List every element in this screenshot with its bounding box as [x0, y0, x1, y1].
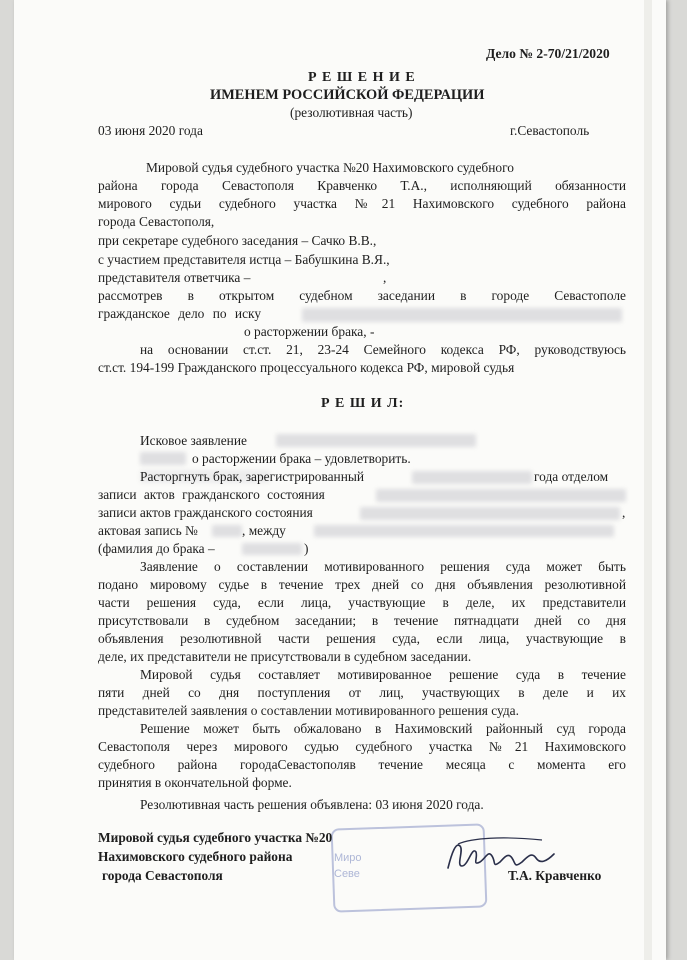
page-edge: [644, 0, 652, 960]
document-subtitle: ИМЕНЕМ РОССИЙСКОЙ ФЕДЕРАЦИИ: [210, 87, 485, 103]
redacted-parties: [314, 525, 614, 537]
resolution-dissolve: Расторгнуть брак, зарегистрированный: [140, 469, 365, 484]
resolution-maiden: (фамилия до брака –: [98, 541, 215, 556]
intro-line-1: Мировой судья судебного участка №20 Нахимовского судебного: [146, 160, 514, 175]
intro-line-3: мирового судьи судебного участка №21 Нахимовского судебного района: [98, 196, 626, 211]
para-2-line-2: пяти дней со дня поступления от лиц, участвующих в деле и их: [98, 685, 626, 700]
intro-divorce: о расторжении брака, -: [244, 324, 375, 339]
document-part: (резолютивная часть): [290, 105, 413, 120]
intro-plaintiff-rep: с участием представителя истца – Бабушкина В.Я.,: [98, 252, 390, 267]
document-page: [14, 0, 666, 960]
para-3-line-2: Севастополя через мирового судью судебного участка №21 Нахимовского: [98, 739, 626, 754]
redacted-registry-2: [360, 507, 620, 520]
para-1-line-6: деле, их представители не присутствовали в судебном заседании.: [98, 649, 472, 664]
resolution-record: актовая запись №: [98, 523, 198, 538]
decision-date: 03 июня 2020 года: [98, 123, 203, 138]
handwritten-signature: [442, 832, 562, 878]
document-title: Р Е Ш Е Н И Е: [308, 70, 416, 85]
redacted-date: [412, 471, 532, 484]
redacted-registry-1: [376, 489, 626, 502]
redacted-record-number: [212, 525, 242, 537]
judge-name: Т.А. Кравченко: [508, 868, 602, 883]
para-2-line-3: представителей заявления о составлении мотивированного решения суда.: [98, 703, 519, 718]
intro-line-2: района города Севастополя Кравченко Т.А., исполняющий обязанности: [98, 178, 626, 193]
signature-title-1: Мировой судья судебного участка №20: [98, 830, 333, 845]
intro-considered: рассмотрев в открытом судебном заседании в городе Севастополе: [98, 288, 626, 303]
para-2-line-1: Мировой судья составляет мотивированное решение суда в течение: [140, 667, 626, 682]
para-1-line-4: присутствовали в судебном заседании; в течение пятнадцати дней со дня: [98, 613, 626, 628]
para-3-line-1: Решение может быть обжаловано в Нахимовский районный суд города: [140, 721, 626, 736]
para-3-line-4: принятия в окончательной форме.: [98, 775, 292, 790]
intro-comma: ,: [383, 270, 387, 285]
redacted-respondent: [140, 452, 186, 465]
resolution-registry-2: записи актов гражданского состояния: [98, 505, 313, 520]
signature-title-3: города Севастополя: [102, 868, 223, 883]
announcement: Резолютивная часть решения объявлена: 03 июня 2020 года.: [140, 797, 484, 812]
para-1-line-3: части решения суда, если лица, участвующие в деле, их представители: [98, 595, 626, 610]
intro-secretary: при секретаре судебного заседания – Сачко В.В.,: [98, 233, 377, 248]
intro-defendant-rep: представителя ответчика –: [98, 270, 251, 285]
redacted-claimant: [276, 434, 476, 447]
para-1-line-2: подано мировому судье в течение трех дней со дня объявления резолютивной: [98, 577, 626, 592]
redacted-plaintiff: [302, 308, 622, 322]
stamp-text-2: Севе: [334, 868, 360, 880]
resolution-paren: ): [304, 541, 309, 556]
signature-title-2: Нахимовского судебного района: [98, 849, 293, 864]
resolution-claim: Исковое заявление: [140, 433, 247, 448]
decided-heading: Р Е Ш И Л:: [321, 396, 405, 411]
intro-basis-2: ст.ст. 194-199 Гражданского процессуального кодекса РФ, мировой судья: [98, 360, 515, 375]
intro-line-4: города Севастополя,: [98, 214, 215, 229]
case-number: Дело № 2-70/21/2020: [486, 46, 610, 61]
redacted-maiden-name: [242, 543, 302, 555]
para-1-line-5: объявления резолютивной части решения суда, если лица, участвующие в: [98, 631, 626, 646]
intro-case: гражданское дело по иску: [98, 306, 262, 321]
para-3-line-3: судебного района городаСевастополяв течение месяца с момента его: [98, 757, 626, 772]
para-1-line-1: Заявление о составлении мотивированного решения суда может быть: [140, 559, 626, 574]
decision-city: г.Севастополь: [510, 123, 590, 138]
resolution-year: года отделом: [534, 469, 609, 484]
stamp-text-1: Миро: [334, 852, 362, 864]
resolution-grant: о расторжении брака – удовлетворить.: [192, 451, 411, 466]
resolution-comma: ,: [622, 505, 626, 520]
resolution-registry-1: записи актов гражданского состояния: [98, 487, 325, 502]
intro-basis-1: на основании ст.ст. 21, 23-24 Семейного кодекса РФ, руководствуюсь: [140, 342, 626, 357]
resolution-between: , между: [242, 523, 286, 538]
